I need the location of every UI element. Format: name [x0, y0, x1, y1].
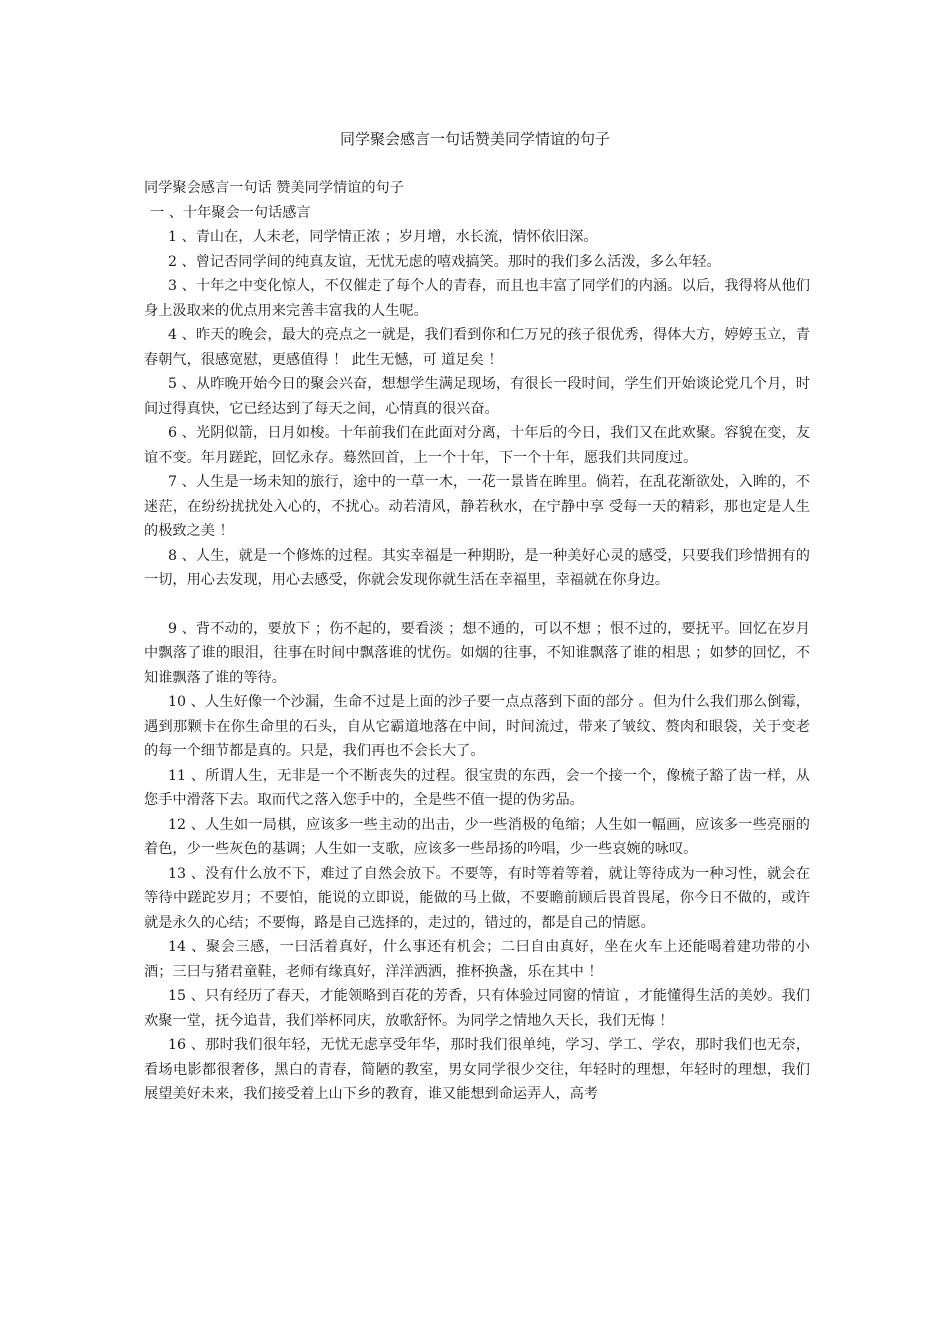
quote-item-3: 3 、十年之中变化惊人，不仅催走了每个人的青春，而且也丰富了同学们的内涵。以后，我得将从他们身上汲取来的优点用来完善丰富我的人生呢。	[144, 278, 810, 319]
quote-item-8: 8 、人生，就是一个修炼的过程。其实幸福是一种期盼，是一种美好心灵的感受，只要我们珍惜拥有的一切，用心去发现，用心去感受，你就会发现你就生活在幸福里，幸福就在你身边。	[144, 547, 810, 588]
quote-item-14: 14 、聚会三感，一曰活着真好，什么事还有机会；二曰自由真好，坐在火车上还能喝着建功带的小酒；三曰与猪君童鞋，老师有缘真好，洋洋洒洒，推杯换盏，乐在其中 ！	[144, 939, 810, 980]
quote-item-5: 5 、从昨晚开始今日的聚会兴奋，想想学生满足现场，有很长一段时间，学生们开始谈论党几个月，时间过得真快，它已经达到了每天之间，心情真的很兴奋。	[144, 376, 810, 417]
quote-item-15: 15 、只有经历了春天，才能领略到百花的芳香，只有体验过同窗的情谊 ，才能懂得生活的美妙。我们欢聚一堂，抚今追昔，我们举杯同庆，放歌舒怀。为同学之情地久天长，我们无悔 ！	[144, 988, 810, 1029]
quote-item-16: 16 、那时我们很年轻，无忧无虑享受年华，那时我们很单纯，学习、学工、学农，那时我们也无奈，看场电影都很奢侈，黑白的青春，简陋的教室，男女同学很少交往，年轻时的理想，年轻时的理想，我们展望美好未来，我们接受着上山下乡的教育，谁又能想到命运弄人，高考	[144, 1037, 810, 1102]
document-body	[144, 176, 810, 1107]
quote-item-13: 13 、没有什么放不下，难过了自然会放下。不要等，有时等着等着，就让等待成为一种习性，就会在等待中蹉跎岁月；不要怕，能说的立即说，能做的马上做，不要瞻前顾后畏首畏尾，你今日不做的，或许就是永久的心结；不要悔，路是自己选择的，走过的，错过的，都是自己的情愿。	[144, 865, 810, 931]
quote-item-10: 10 、人生好像一个沙漏，生命不过是上面的沙子要一点点落到下面的部分 。但为什么我们那么倒霉，遇到那颗卡在你生命里的石头，自从它霸道地落在中间，时间流过，带来了皱纹、赘肉和眼袋，关于变老的每一个细节都是真的。只是，我们再也不会长大了。	[144, 694, 810, 759]
quote-item-12: 12 、人生如一局棋，应该多一些主动的出击，少一些消极的龟缩；人生如一幅画，应该多一些亮丽的着色，少一些灰色的基调；人生如一支歌，应该多一些昂扬的吟唱，少一些哀婉的咏叹。	[144, 816, 810, 857]
quote-item-9: 9 、背不动的，要放下 ；伤不起的，要看淡 ；想不通的，可以不想 ；恨不过的，要抚平。回忆在岁月中飘落了谁的眼泪，往事在时间中飘落谁的忧伤。如烟的往事，不知谁飘落了谁的相思 ；如梦的回忆，不知谁飘落了谁的等待。	[144, 620, 810, 686]
quote-item-2: 2 、曾记否同学间的纯真友谊，无忧无虑的嘻戏搞笑。那时的我们多么活泼，多么年轻。	[168, 253, 721, 270]
quote-item-4: 4 、昨天的晚会，最大的亮点之一就是，我们看到你和仁万兄的孩子很优秀，得体大方，婷婷玉立，青春朝气，很感宽慰，更感值得 ！ 此生无憾，可 道足矣 ！	[144, 327, 810, 368]
page-title: 同学聚会感言一句话赞美同学情谊的句子	[339, 130, 610, 148]
quote-item-6: 6 、光阴似箭，日月如梭。十年前我们在此面对分离，十年后的今日，我们又在此欢聚。容貌在变，友谊不变。年月蹉跎，回忆永存。蓦然回首，上一个十年，下一个十年，愿我们共同度过。	[144, 425, 810, 466]
quote-item-1: 1 、青山在，人未老，同学情正浓 ；岁月增，水长流，情怀依旧深。	[168, 229, 598, 245]
quote-item-7: 7 、人生是一场未知的旅行，途中的一草一木，一花一景皆在眸里。倘若，在乱花渐欲处，入眸的，不迷茫，在纷纷扰扰处入心的，不扰心。动若清风，静若秋水，在宁静中享 受每一天的精彩，那也定是人生的极致之美 ！	[144, 474, 810, 539]
document-subtitle: 同学聚会感言一句话 赞美同学情谊的句子	[144, 180, 404, 196]
quote-item-11: 11 、所谓人生，无非是一个不断丧失的过程。很宝贵的东西，会一个接一个，像梳子豁了齿一样，从您手中滑落下去。取而代之落入您手中的，全是些不值一提的伪劣品。	[144, 767, 810, 808]
section-heading: 一 、十年聚会一句话感言	[150, 204, 311, 221]
